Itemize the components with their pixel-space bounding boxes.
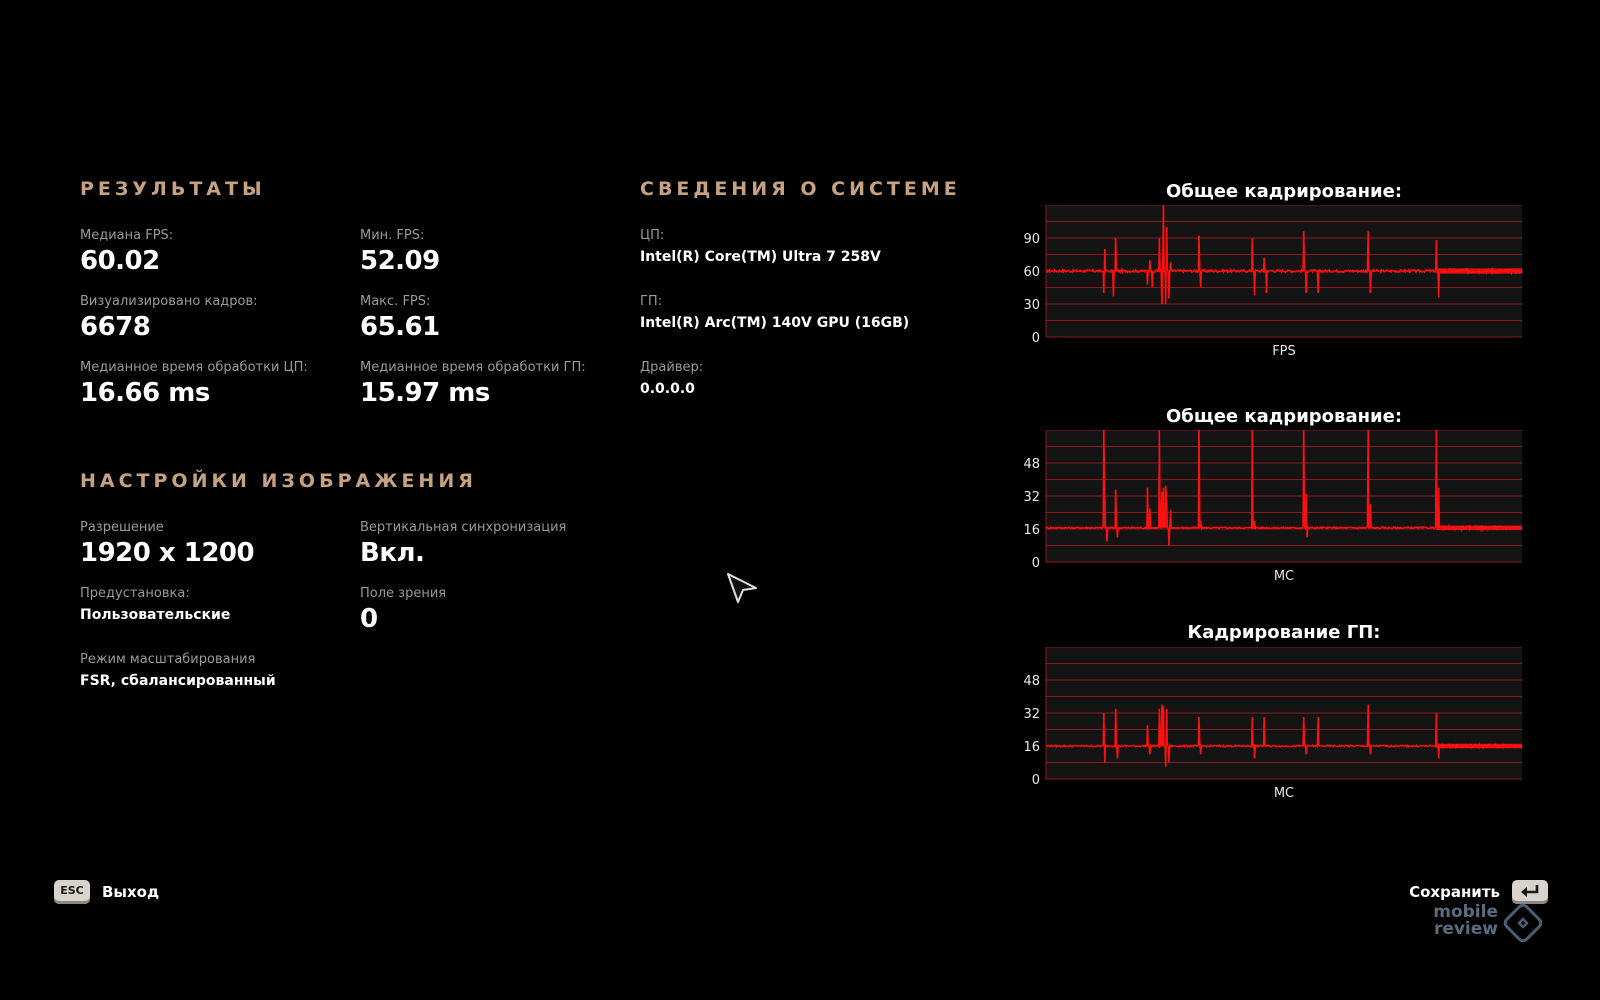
gpu-time-label: Медианное время обработки ГП: — [360, 360, 586, 375]
cpu-time-label: Медианное время обработки ЦП: — [80, 360, 308, 375]
y-tick-label: 0 — [1031, 556, 1040, 570]
driver-label: Драйвер: — [640, 360, 704, 375]
image-settings-title: НАСТРОЙКИ ИЗОБРАЖЕНИЯ — [80, 470, 477, 492]
esc-key-icon: ESC — [54, 880, 90, 904]
chart-3-xlabel: МС — [1273, 786, 1295, 801]
chart-1-xlabel: FPS — [1272, 344, 1296, 359]
min-fps-value: 52.09 — [360, 246, 440, 276]
system-info-title: СВЕДЕНИЯ О СИСТЕМЕ — [640, 178, 961, 200]
results-title: РЕЗУЛЬТАТЫ — [80, 178, 266, 200]
median-fps-label: Медиана FPS: — [80, 228, 174, 243]
exit-button[interactable] — [54, 880, 159, 904]
chart-2-xlabel: МС — [1273, 569, 1295, 584]
watermark-line1: mobile — [1433, 902, 1498, 922]
cpu-time-value: 16.66 ms — [80, 378, 210, 408]
upscaling-value: FSR, сбалансированный — [80, 673, 276, 689]
fps-chart — [1010, 205, 1530, 345]
y-tick-label: 0 — [1031, 331, 1040, 345]
y-tick-label: 32 — [1023, 707, 1040, 722]
driver-value: 0.0.0.0 — [640, 381, 695, 397]
gpu-value: Intel(R) Arc(TM) 140V GPU (16GB) — [640, 315, 910, 331]
y-tick-label: 16 — [1023, 523, 1040, 538]
chart-1-title: Общее кадрирование: — [1165, 181, 1403, 202]
y-tick-label: 30 — [1023, 298, 1040, 313]
cpu-label: ЦП: — [640, 228, 665, 243]
y-tick-label: 0 — [1031, 773, 1040, 787]
y-tick-label: 48 — [1023, 674, 1040, 689]
dense-segment — [1436, 744, 1522, 748]
watermark-line2: review — [1433, 919, 1498, 939]
y-tick-label: 16 — [1023, 740, 1040, 755]
dense-segment — [1436, 268, 1522, 273]
vsync-value: Вкл. — [360, 538, 425, 568]
min-fps-label: Мин. FPS: — [360, 228, 425, 243]
y-tick-label: 32 — [1023, 490, 1040, 505]
preset-value: Пользовательские — [80, 607, 231, 623]
y-tick-label: 48 — [1023, 457, 1040, 472]
chart-3-title: Кадрирование ГП: — [1187, 622, 1381, 643]
fov-value: 0 — [360, 604, 378, 634]
dense-segment — [1436, 526, 1522, 530]
rendered-frames-label: Визуализировано кадров: — [80, 294, 258, 309]
max-fps-label: Макс. FPS: — [360, 294, 431, 309]
resolution-value: 1920 x 1200 — [80, 538, 255, 568]
resolution-label: Разрешение — [80, 520, 164, 535]
median-fps-value: 60.02 — [80, 246, 160, 276]
watermark-logo-icon — [1500, 900, 1546, 946]
exit-label: Выход — [102, 883, 160, 901]
rendered-frames-value: 6678 — [80, 312, 151, 342]
y-tick-label: 90 — [1023, 232, 1040, 247]
gpu-time-value: 15.97 ms — [360, 378, 490, 408]
frametime-chart — [1010, 430, 1530, 570]
mouse-cursor-icon — [726, 572, 760, 606]
max-fps-value: 65.61 — [360, 312, 440, 342]
watermark-text — [1433, 904, 1498, 938]
gpu-frametime-chart — [1010, 647, 1530, 787]
vsync-label: Вертикальная синхронизация — [360, 520, 567, 535]
cpu-value: Intel(R) Core(TM) Ultra 7 258V — [640, 249, 881, 265]
preset-label: Предустановка: — [80, 586, 190, 601]
upscaling-label: Режим масштабирования — [80, 652, 256, 667]
chart-2-title: Общее кадрирование: — [1165, 406, 1403, 427]
fov-label: Поле зрения — [360, 586, 447, 601]
save-label: Сохранить — [1409, 883, 1500, 901]
y-tick-label: 60 — [1023, 265, 1040, 280]
gpu-label: ГП: — [640, 294, 663, 309]
